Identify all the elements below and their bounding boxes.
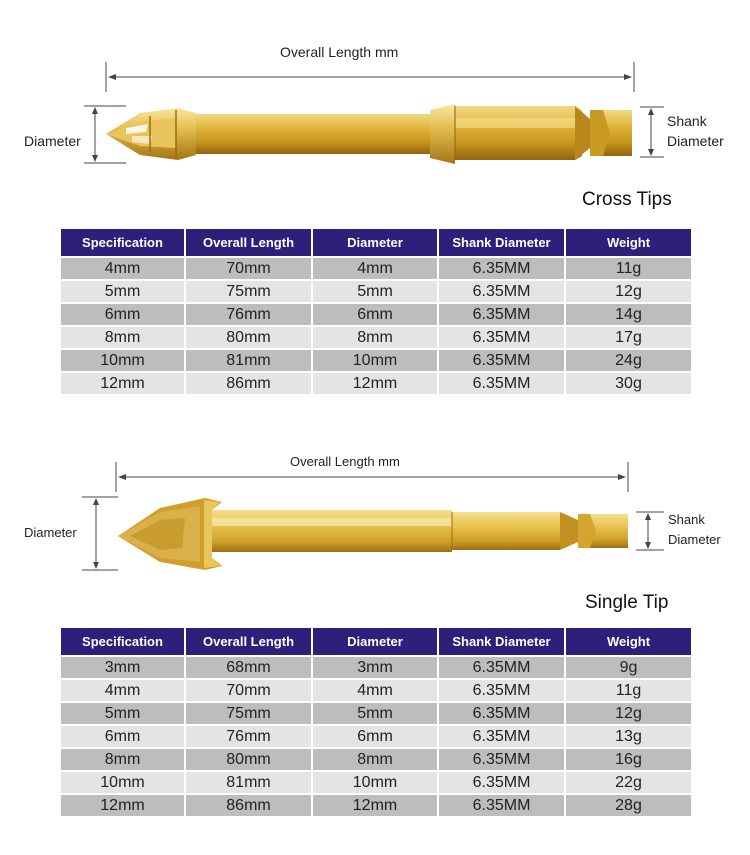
cell: 6.35MM [439, 793, 566, 816]
table-header-row [61, 628, 691, 655]
cell: 11g [566, 256, 691, 279]
single-spec-table [61, 628, 691, 816]
cell: 3mm [313, 655, 439, 678]
cell: 6.35MM [439, 678, 566, 701]
cell: 4mm [313, 256, 439, 279]
table-row [61, 678, 691, 701]
table-row [61, 302, 691, 325]
cell: 6.35MM [439, 348, 566, 371]
cell: 6.35MM [439, 724, 566, 747]
cell: 12mm [313, 793, 439, 816]
cell: 17g [566, 325, 691, 348]
cell: 4mm [313, 678, 439, 701]
col-header-diameter: Diameter [313, 628, 439, 655]
cell: 70mm [186, 678, 313, 701]
cell: 6.35MM [439, 701, 566, 724]
cross-bit-hex-shank [455, 106, 582, 160]
cell: 6.35MM [439, 256, 566, 279]
cell: 10mm [313, 348, 439, 371]
cell: 4mm [61, 678, 186, 701]
col-header-weight: Weight [566, 628, 691, 655]
cell: 5mm [313, 701, 439, 724]
cell: 5mm [61, 279, 186, 302]
table-row [61, 770, 691, 793]
cell: 11g [566, 678, 691, 701]
cell: 6.35MM [439, 770, 566, 793]
cell: 6.35MM [439, 325, 566, 348]
cell: 9g [566, 655, 691, 678]
cell: 12mm [61, 371, 186, 394]
cell: 8mm [313, 325, 439, 348]
cell: 10mm [313, 770, 439, 793]
table-row [61, 348, 691, 371]
single-bit-hex-shank [452, 512, 566, 550]
cell: 80mm [186, 325, 313, 348]
cross-section-title: Cross Tips [582, 189, 672, 210]
cell: 6mm [313, 724, 439, 747]
cell: 76mm [186, 724, 313, 747]
cell: 22g [566, 770, 691, 793]
cell: 12mm [313, 371, 439, 394]
cell: 16g [566, 747, 691, 770]
cell: 6mm [61, 724, 186, 747]
cell: 6.35MM [439, 655, 566, 678]
single-section-title: Single Tip [585, 592, 669, 613]
cross-tip-drill-diagram [0, 0, 750, 200]
cell: 86mm [186, 793, 313, 816]
cell: 8mm [313, 747, 439, 770]
col-header-shank-diameter: Shank Diameter [439, 628, 566, 655]
table-row [61, 256, 691, 279]
col-header-diameter: Diameter [313, 229, 439, 256]
cell: 8mm [61, 747, 186, 770]
cross-shank-label-line2: Diameter [667, 133, 724, 149]
col-header-overall-length: Overall Length [186, 229, 313, 256]
cell: 75mm [186, 279, 313, 302]
cell: 30g [566, 371, 691, 394]
cell: 28g [566, 793, 691, 816]
cell: 10mm [61, 348, 186, 371]
cell: 3mm [61, 655, 186, 678]
cell: 6.35MM [439, 747, 566, 770]
cell: 5mm [61, 701, 186, 724]
cell: 6mm [61, 302, 186, 325]
cell: 10mm [61, 770, 186, 793]
cross-bit-shaft [175, 114, 455, 154]
cell: 6.35MM [439, 371, 566, 394]
table-row [61, 701, 691, 724]
cell: 6.35MM [439, 302, 566, 325]
table-row [61, 747, 691, 770]
cell: 81mm [186, 348, 313, 371]
cell: 75mm [186, 701, 313, 724]
cell: 6mm [313, 302, 439, 325]
col-header-shank-diameter: Shank Diameter [439, 229, 566, 256]
single-bit-shaft [200, 510, 452, 552]
cross-bit-collar [430, 104, 455, 164]
single-shank-label-line1: Shank [668, 512, 705, 527]
cell: 81mm [186, 770, 313, 793]
cross-length-label: Overall Length mm [280, 44, 399, 60]
cell: 8mm [61, 325, 186, 348]
col-header-specification: Specification [61, 628, 186, 655]
col-header-specification: Specification [61, 229, 186, 256]
single-diameter-label: Diameter [24, 525, 77, 540]
cell: 13g [566, 724, 691, 747]
cross-spec-table [61, 229, 691, 394]
cell: 6.35MM [439, 279, 566, 302]
cell: 4mm [61, 256, 186, 279]
cell: 70mm [186, 256, 313, 279]
cross-shank-label-line1: Shank [667, 113, 707, 129]
col-header-overall-length: Overall Length [186, 628, 313, 655]
cell: 12mm [61, 793, 186, 816]
table-row [61, 655, 691, 678]
single-shank-label-line2: Diameter [668, 532, 721, 547]
table-row [61, 724, 691, 747]
table-header-row [61, 229, 691, 256]
cell: 24g [566, 348, 691, 371]
cell: 76mm [186, 302, 313, 325]
cell: 12g [566, 701, 691, 724]
cell: 68mm [186, 655, 313, 678]
table-row [61, 279, 691, 302]
cell: 14g [566, 302, 691, 325]
cell: 5mm [313, 279, 439, 302]
cross-diameter-label: Diameter [24, 133, 81, 149]
table-row [61, 793, 691, 816]
table-row [61, 371, 691, 394]
single-length-label: Overall Length mm [290, 454, 400, 469]
cell: 86mm [186, 371, 313, 394]
cell: 80mm [186, 747, 313, 770]
table-row [61, 325, 691, 348]
cell: 12g [566, 279, 691, 302]
col-header-weight: Weight [566, 229, 691, 256]
